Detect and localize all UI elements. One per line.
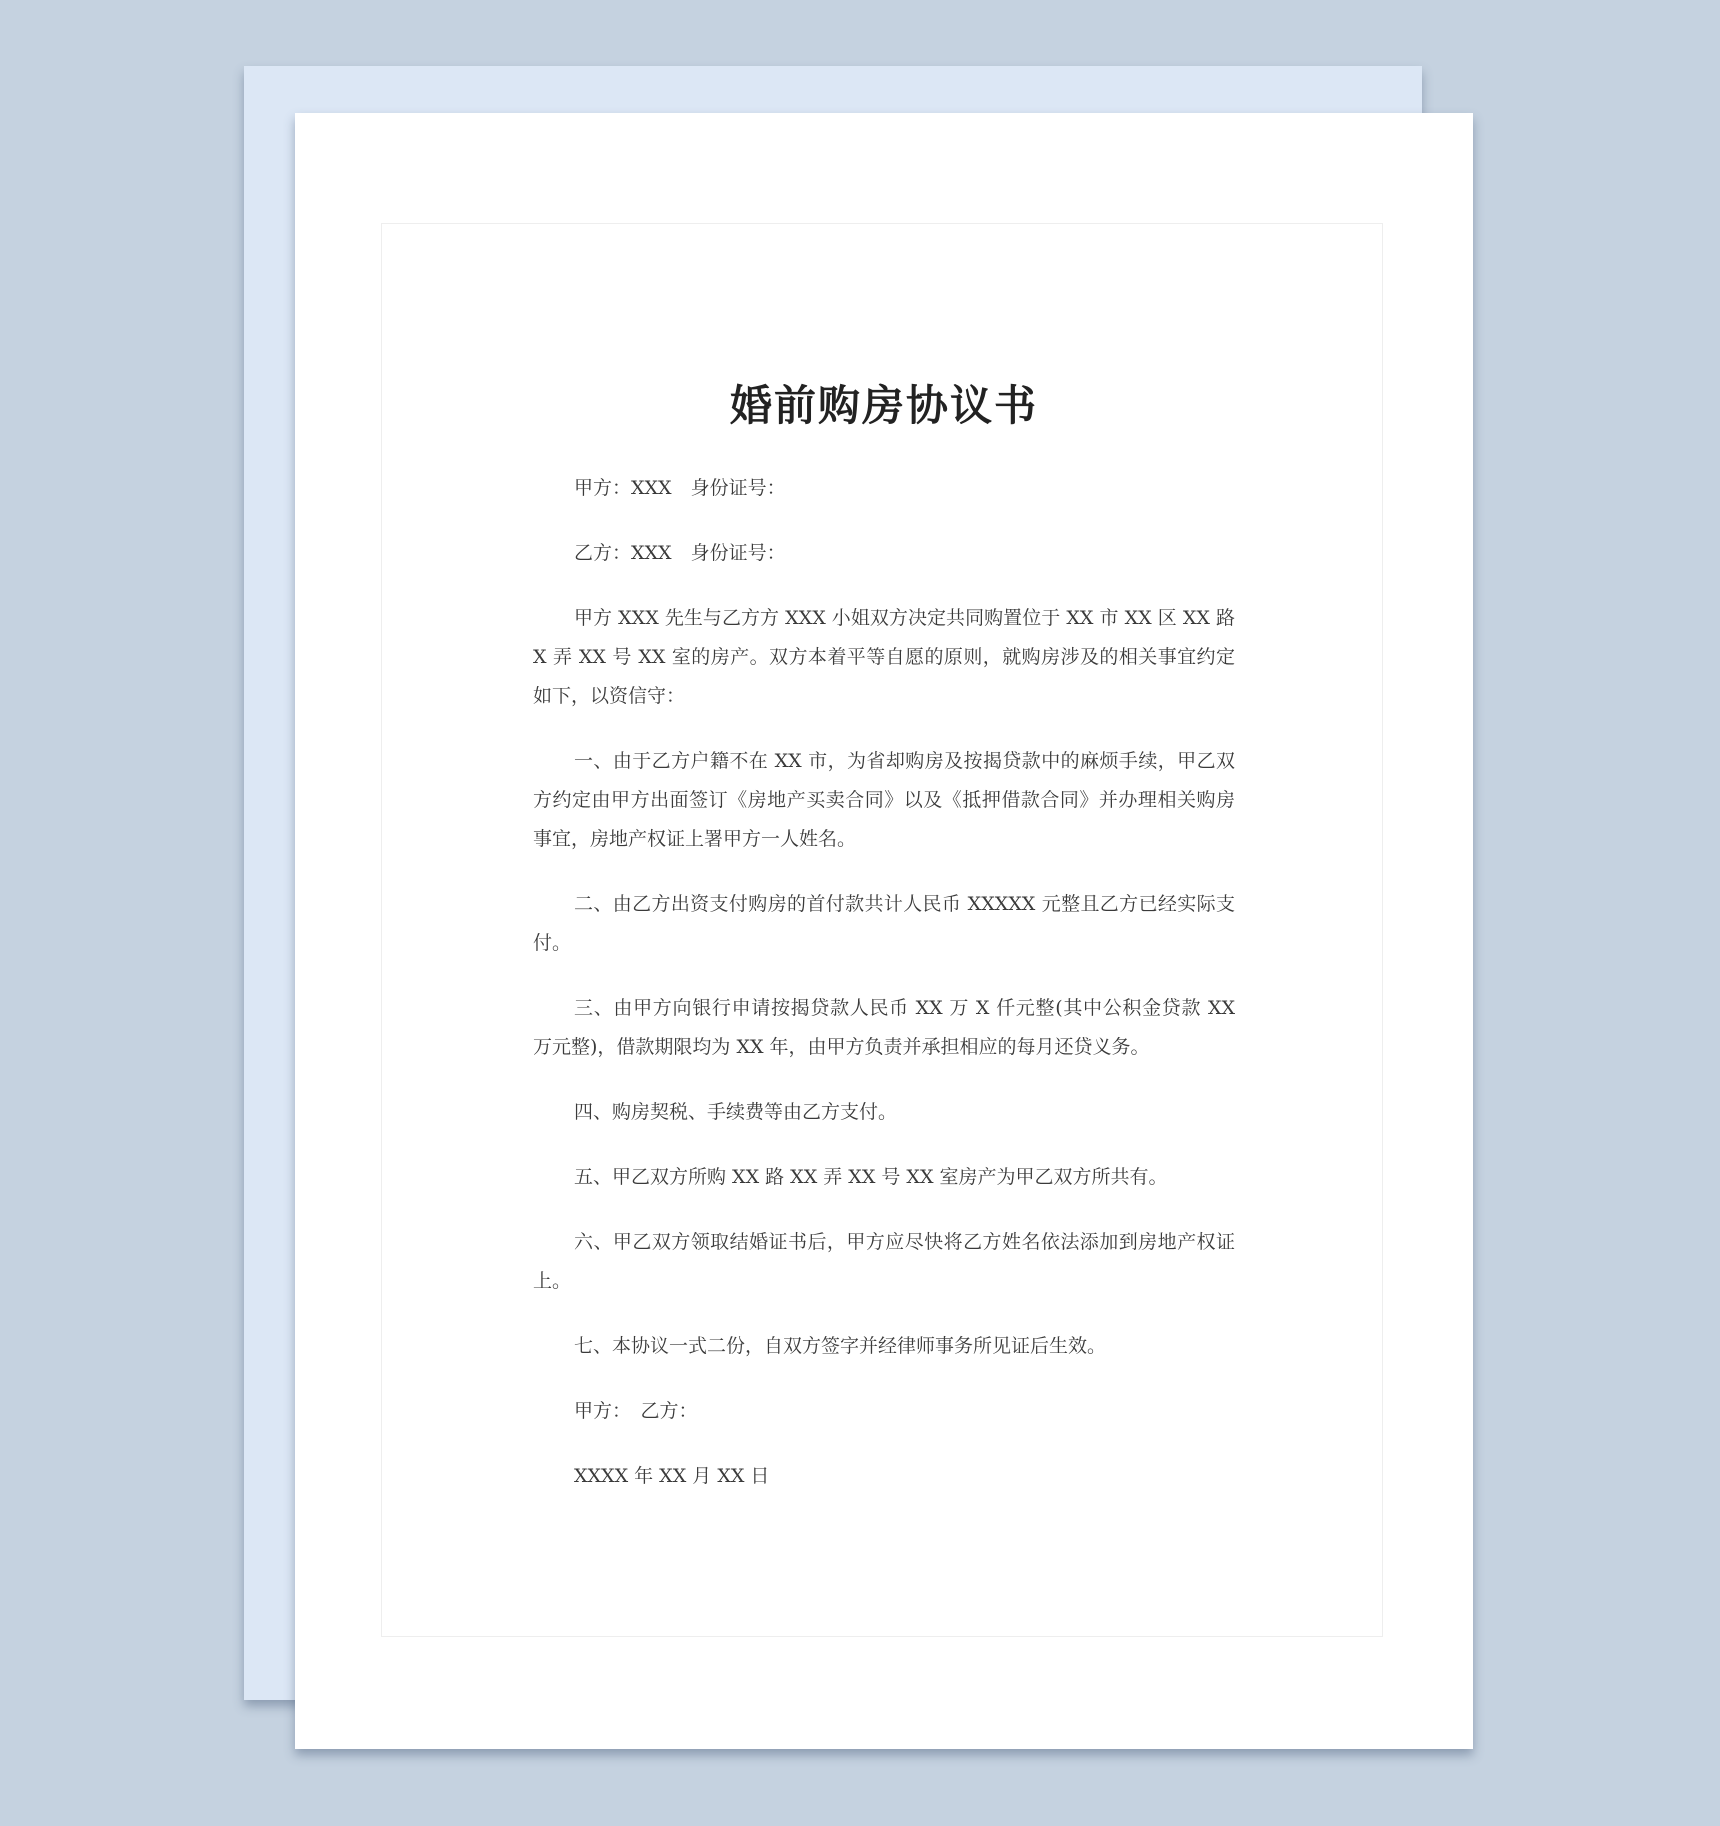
clause-1: 一、由于乙方户籍不在 XX 市，为省却购房及按揭贷款中的麻烦手续，甲乙双方约定由甲方出面签订《房地产买卖合同》以及《抵押借款合同》并办理相关购房事宜，房地产权证上署甲方一人姓名。 xyxy=(533,750,1235,850)
clause-6: 六、甲乙双方领取结婚证书后，甲方应尽快将乙方姓名依法添加到房地产权证上。 xyxy=(533,1231,1235,1292)
clause-4: 四、购房契税、手续费等由乙方支付。 xyxy=(574,1101,898,1123)
party-a-line: 甲方：XXX 身份证号： xyxy=(574,477,786,499)
clause-2: 二、由乙方出资支付购房的首付款共计人民币 XXXXX 元整且乙方已经实际支付。 xyxy=(533,893,1235,954)
preamble-paragraph: 甲方 XXX 先生与乙方方 XXX 小姐双方决定共同购置位于 XX 市 XX 区 XX 路 X 弄 XX 号 XX 室的房产。双方本着平等自愿的原则，就购房涉及的相关事宜约定如下，以资信守： xyxy=(533,607,1235,707)
party-b-line: 乙方：XXX 身份证号： xyxy=(574,542,786,564)
document-body xyxy=(533,378,1235,1522)
front-paper-sheet xyxy=(295,113,1473,1749)
clause-7: 七、本协议一式二份，自双方签字并经律师事务所见证后生效。 xyxy=(574,1335,1107,1357)
clause-3: 三、由甲方向银行申请按揭贷款人民币 XX 万 X 仟元整(其中公积金贷款 XX 万元整)，借款期限均为 XX 年，由甲方负责并承担相应的每月还贷义务。 xyxy=(533,997,1235,1058)
document-title: 婚前购房协议书 xyxy=(729,381,1038,430)
date-line: XXXX 年 XX 月 XX 日 xyxy=(574,1465,770,1487)
clause-5: 五、甲乙双方所购 XX 路 XX 弄 XX 号 XX 室房产为甲乙双方所共有。 xyxy=(574,1166,1168,1188)
signature-line: 甲方： 乙方： xyxy=(574,1400,698,1422)
